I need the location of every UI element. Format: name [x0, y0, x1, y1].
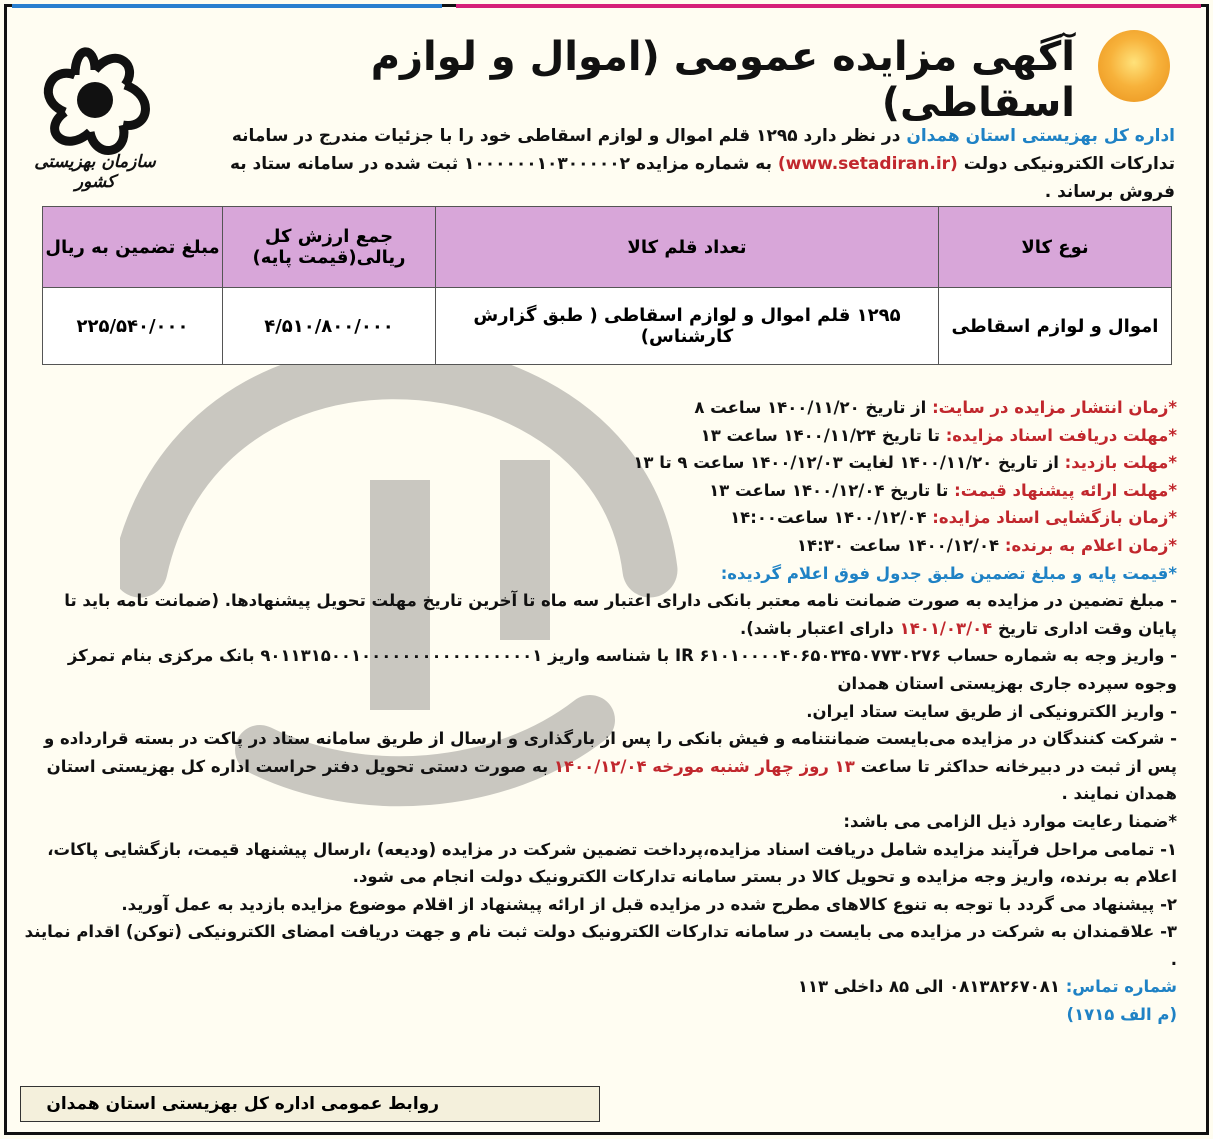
- intro-paragraph: [200, 122, 1175, 206]
- price-note: *قیمت پایه و مبلغ تضمین طبق جدول فوق اعلام گردیده:: [720, 563, 1177, 583]
- column-header: مبلغ تضمین به ریال: [43, 207, 223, 288]
- table-cell: اموال و لوازم اسقاطی: [939, 288, 1172, 365]
- electronic-paragraph: - واریز الکترونیکی از طریق سایت ستاد ایران.: [806, 701, 1177, 721]
- list-item: ۱- تمامی مراحل فرآیند مزایده شامل دریافت اسناد مزایده،پرداخت تضمین شرکت در مزایده (ودیعه) ،ارسال پیشنهاد قیمت، بازگشایی پاکات، اعلام به برنده، واریز وجه مزایده و تحویل کالا در بستر سامانه تدارکات الکترونیک دولت انجام می شود.: [47, 839, 1177, 887]
- logo-caption: سازمان بهزیستی کشور: [34, 152, 156, 192]
- schedule-line: *زمان اعلام به برنده: ۱۴۰۰/۱۲/۰۴ ساعت ۱۴:۳۰: [796, 535, 1177, 555]
- table-cell: ۴/۵۱۰/۸۰۰/۰۰۰: [223, 288, 436, 365]
- website-link[interactable]: (www.setadiran.ir): [777, 154, 958, 174]
- column-header: جمع ارزش کل ریالی(قیمت پایه): [223, 207, 436, 288]
- schedule-line: *مهلت بازدید: از تاریخ ۱۴۰۰/۱۱/۲۰ لغایت ۱۴۰۰/۱۲/۰۳ ساعت ۹ تا ۱۳: [633, 453, 1177, 473]
- page-title: آگهی مزایده عمومی (اموال و لوازم اسقاطی): [370, 34, 1075, 126]
- list-item: ۳- علاقمندان به شرکت در مزایده می بایست در سامانه تدارکات الکترونیک دولت ثبت نام و جهت دریافت امضای الکترونیکی (توکن) اقدام نمایند .: [24, 922, 1177, 969]
- contact-line: شماره تماس: ۰۸۱۳۸۲۶۷۰۸۱ الی ۸۵ داخلی ۱۱۳: [797, 977, 1177, 997]
- sun-icon: [1098, 30, 1170, 102]
- footer-credit: روابط عمومی اداره کل بهزیستی استان همدان: [20, 1086, 600, 1122]
- schedule-line: *مهلت ارائه پیشنهاد قیمت: تا تاریخ ۱۴۰۰/۱۲/۰۴ ساعت ۱۳: [709, 480, 1177, 500]
- body-text: [22, 394, 1177, 1029]
- column-header: تعداد قلم کالا: [436, 207, 939, 288]
- top-bar-blue: [12, 4, 442, 8]
- schedule-line: *زمان بازگشایی اسناد مزایده: ۱۴۰۰/۱۲/۰۴ ساعت۱۴:۰۰: [730, 508, 1177, 528]
- intro-text-2: به شماره مزایده ۱۰۰۰۰۰۰۱۰۳۰۰۰۰۰۲ ثبت شده در سامانه ستاد به فروش برساند .: [229, 154, 1175, 202]
- also-heading: *ضمنا رعایت موارد ذیل الزامی می باشد:: [843, 811, 1177, 831]
- submit-paragraph: - شرکت کنندگان در مزایده می‌بایست ضمانتنامه و فیش بانکی را پس از بارگذاری و ارسال از طریق سامانه ستاد در پاکت در بسته قرارداده و پس از ثبت در دبیرخانه حداکثر تا ساعت ۱۳ روز چهار شنبه مورخه ۱۴۰۰/۱۲/۰۴ به صورت دستی تحویل دفتر حراست اداره کل بهزیستی استان همدان نمایند .: [44, 729, 1177, 804]
- intro-text-1: در نظر دارد ۱۲۹۵ قلم اموال و لوازم اسقاطی خود را با جزئیات مندرج در سامانه تدارکات الکترونیکی دولت: [231, 126, 1175, 174]
- header: [230, 30, 1170, 126]
- list-item: ۲- پیشنهاد می گردد با توجه به تنوع کالاهای مطرح شده در مزایده قبل از ارائه پیشنهاد از اقلام موضوع مزایده بازدید به عمل آورید.: [121, 894, 1177, 914]
- schedule-line: *مهلت دریافت اسناد مزایده: تا تاریخ ۱۴۰۰/۱۱/۲۴ ساعت ۱۳: [700, 425, 1177, 445]
- table-cell: ۲۲۵/۵۴۰/۰۰۰: [43, 288, 223, 365]
- guarantee-paragraph: - مبلغ تضمین در مزایده به صورت ضمانت نامه معتبر بانکی دارای اعتبار سه ماه تا آخرین تاریخ مهلت تحویل پیشنهادها. (ضمانت نامه باید تا پایان وقت اداری تاریخ ۱۴۰۱/۰۳/۰۴ دارای اعتبار باشد).: [64, 591, 1177, 638]
- table-row: [43, 288, 1172, 365]
- table-header-row: [43, 207, 1172, 288]
- items-table: [42, 206, 1172, 365]
- table-cell: ۱۲۹۵ قلم اموال و لوازم اسقاطی ( طبق گزارش کارشناس): [436, 288, 939, 365]
- schedule-line: *زمان انتشار مزایده در سایت: از تاریخ ۱۴۰۰/۱۱/۲۰ ساعت ۸: [694, 398, 1177, 417]
- ad-code: (م الف ۱۷۱۵): [1066, 1005, 1177, 1025]
- org-name: اداره کل بهزیستی استان همدان: [906, 126, 1175, 146]
- column-header: نوع کالا: [939, 207, 1172, 288]
- top-bar-pink: [456, 4, 1201, 8]
- deposit-paragraph: - واریز وجه به شماره حساب IR ۶۱۰۱۰۰۰۰۴۰۶۵۰۳۴۵۰۷۷۳۰۲۷۶ با شناسه واریز ۹۰۱۱۳۱۵۰۰۱۰۰۰۰۰۰۰۰۰۰۰۰۰۰۰۰۰۱ بانک مرکزی بنام تمرکز وجوه سپرده جاری بهزیستی استان همدان: [67, 646, 1177, 693]
